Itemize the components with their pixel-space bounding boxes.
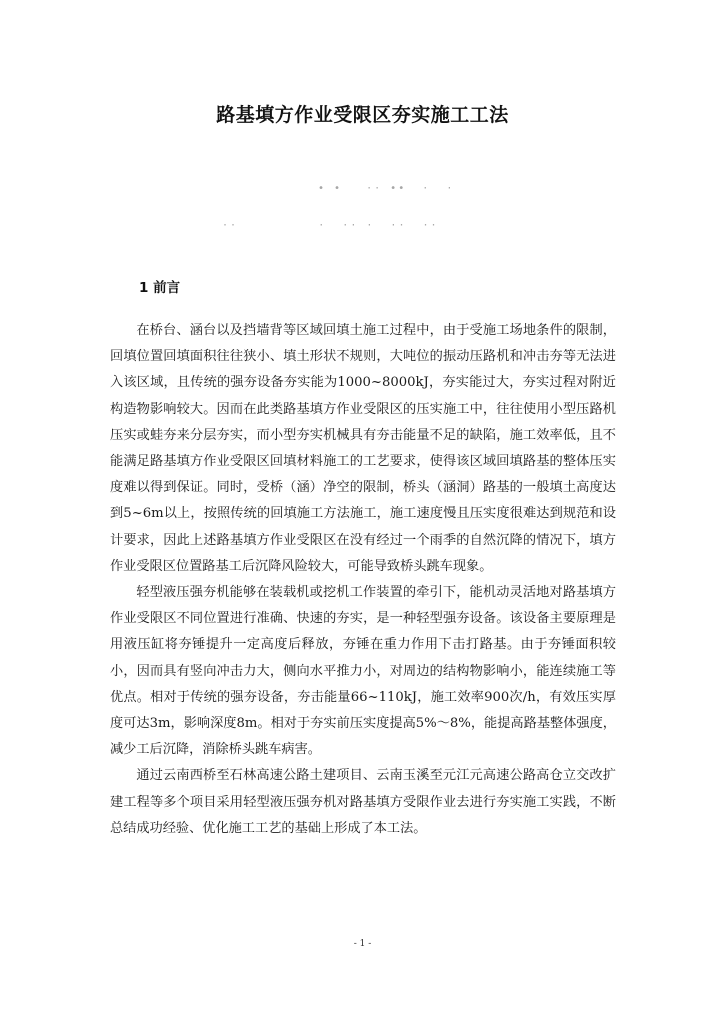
page-number: - 1 - xyxy=(353,939,372,949)
paragraph: 轻型液压强夯机能够在装载机或挖机工作装置的牵引下，能机动灵活地对路基填方作业受限区不同位置进行准确、快速的夯实，是一种轻型强夯设备。该设备主要原理是用液压缸将夯锤提升一定高度后释放，夯锤在重力作用下击打路基。由于夯锤面积较小，因而具有竖向冲击力大，侧向水平推力小，对周边的结构物影响小，能连续施工等优点。相对于传统的强夯设备，夯击能量66~110kJ，施工效率900次/h，有效压实厚度可达3m，影响深度8m。相对于夯实前压实度提高5%～8%，能提高路基整体强度，减少工后沉降，消除桥头跳车病害。 xyxy=(110,585,616,758)
section-heading: 1 前言 xyxy=(139,280,181,296)
author-line-faded: • • ·· •• · · xyxy=(318,183,455,194)
section-body xyxy=(110,318,616,842)
paragraph: 通过云南西桥至石林高速公路土建项目、云南玉溪至元江元高速公路高仓立交改扩建工程等多个项目采用轻型液压强夯机对路基填方受限作业去进行夯实施工实践，不断总结成功经验、优化施工工艺的基础上形成了本工法。 xyxy=(110,768,616,836)
affiliation-line-faded: ·· · ·· · ·· ·· xyxy=(222,220,439,231)
paragraph: 在桥台、涵台以及挡墙背等区域回填土施工过程中，由于受施工场地条件的限制，回填位置回填面积往往狭小、填土形状不规则，大吨位的振动压路机和冲击夯等无法进入该区域，且传统的强夯设备夯实能为1000~8000kJ，夯实能过大，夯实过程对附近构造物影响较大。因而在此类路基填方作业受限区的压实施工中，往往使用小型压路机压实或蛙夯来分层夯实，而小型夯实机械具有夯击能量不足的缺陷，施工效率低，且不能满足路基填方作业受限区回填材料施工的工艺要求，使得该区域回填路基的整体压实度难以得到保证。同时，受桥（涵）净空的限制，桥头（涵洞）路基的一般填土高度达到5~6m以上，按照传统的回填施工方法施工，施工速度慢且压实度很难达到规范和设计要求，因此上述路基填方作业受限区在没有经过一个雨季的自然沉降的情况下，填方作业受限区位置路基工后沉降风险较大，可能导致桥头跳车现象。 xyxy=(110,323,616,574)
document-title: 路基填方作业受限区夯实施工工法 xyxy=(216,104,509,126)
